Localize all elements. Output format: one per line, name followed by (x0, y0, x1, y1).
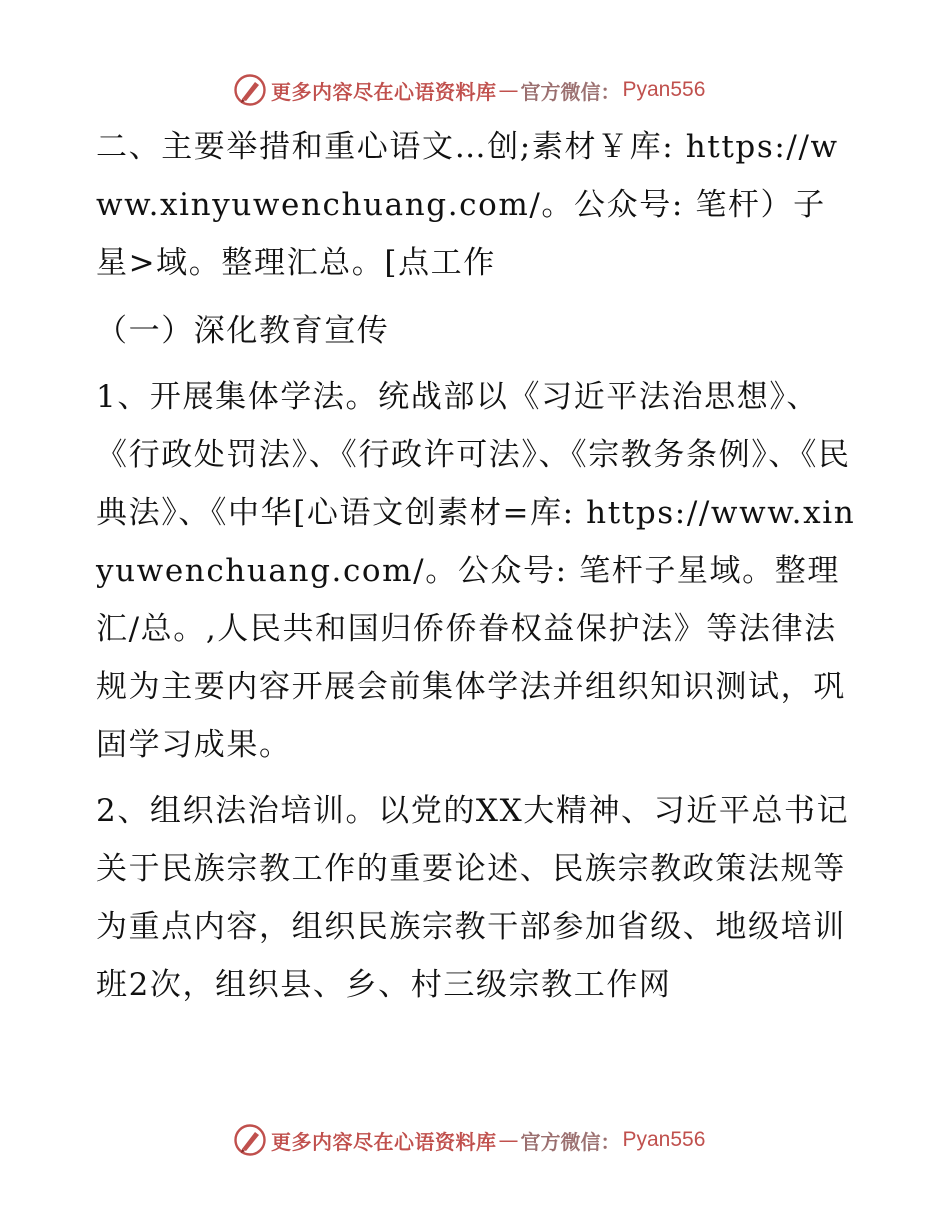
header-watermark (233, 72, 705, 108)
paragraph-main-measures: 二、主要举措和重心语文…创;素材￥库: https://www.xinyuwenchuang.com/。公众号: 笔杆）子星>域。整理汇总。[点工作 (96, 129, 839, 281)
document-body (96, 118, 856, 1014)
watermark-wechat-label: 官方微信： (520, 1129, 621, 1154)
watermark-separator: — (498, 1128, 519, 1152)
pen-logo-icon (233, 73, 267, 107)
pen-logo-icon (233, 1123, 267, 1157)
watermark-text: 更多内容尽在心语资料库 (271, 1129, 497, 1154)
watermark-wechat-label: 官方微信： (520, 79, 621, 104)
footer-watermark (233, 1122, 705, 1158)
paragraph-collective-law-study: 1、开展集体学法。统战部以《习近平法治思想》、《行政处罚法》、《行政许可法》、《宗教务条例》、《民典法》、《中华[心语文创素材=库: https://www.xinyuwenchuang.com/。公众号: 笔杆子星域。整理汇/总。,人民共和国归侨侨眷权益保护法》等法律法规为主要内容开展会前集体学法并组织知识测试，巩固学习成果。 (96, 379, 856, 763)
section-heading-education: （一）深化教育宣传 (96, 313, 390, 349)
watermark-separator: — (498, 78, 519, 102)
watermark-wechat-id: Pyan556 (622, 1128, 706, 1151)
paragraph-legal-training: 2、组织法治培训。以党的XX大精神、习近平总书记关于民族宗教工作的重要论述、民族宗教政策法规等为重点内容，组织民族宗教干部参加省级、地级培训班2次，组织县、乡、村三级宗教工作网 (96, 793, 850, 1003)
watermark-text: 更多内容尽在心语资料库 (271, 79, 497, 104)
watermark-wechat-id: Pyan556 (622, 78, 706, 101)
